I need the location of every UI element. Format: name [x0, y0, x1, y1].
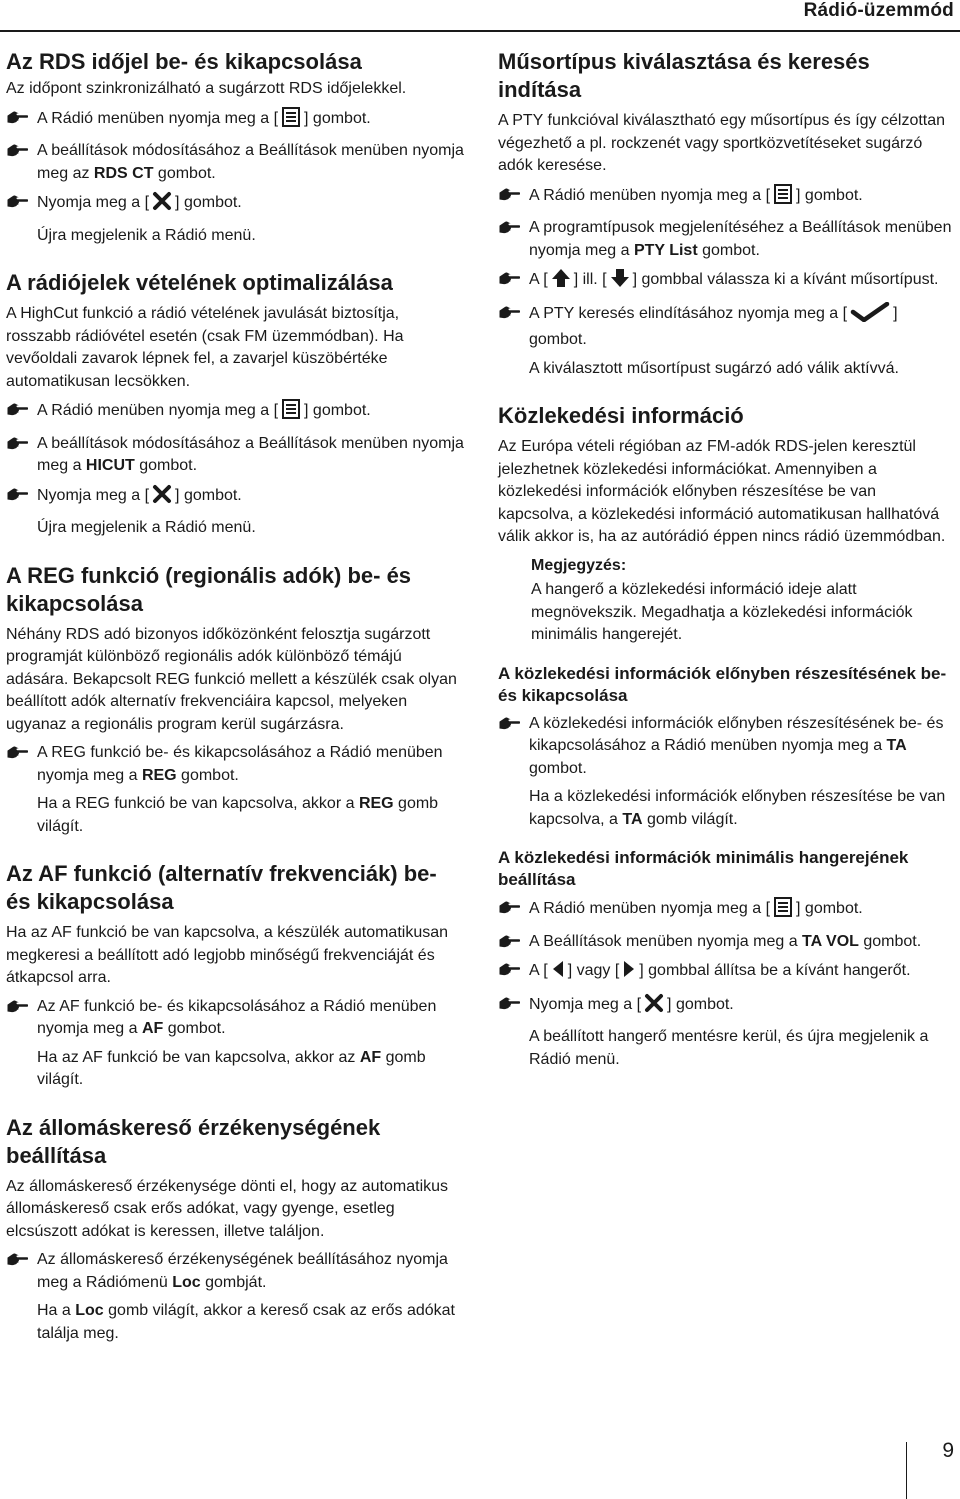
step-text: ] vagy [	[567, 962, 620, 979]
result-text: Ha az AF funkció be van kapcsolva, akkor az	[37, 1048, 360, 1066]
step-text: A Rádió menüben nyomja meg a [	[529, 900, 771, 917]
step-result	[529, 786, 956, 831]
result-text: Ha a	[37, 1302, 76, 1319]
traffic-info-title: Közlekedési információ	[498, 403, 744, 428]
af-paragraph: Ha az AF funkció be van kapcsolva, a készülék automatikusan megkeresi a beállított adó legjobb minőségű frekvenciáját és átkapcsol arra.	[6, 924, 449, 986]
ta-button-label: TA	[886, 737, 907, 754]
step-text: A Beállítások menüben nyomja meg a	[529, 932, 803, 950]
pointing-hand-icon	[498, 268, 529, 290]
paragraph-text: A HighCut funkció a rádió vételének javulását biztosítja, rosszabb rádióvétel esetén (csak FM üzemmódban).	[6, 305, 400, 345]
arrow-down-icon	[610, 268, 630, 296]
pointing-hand-icon	[6, 140, 37, 162]
menu-icon	[281, 107, 301, 135]
highcut-title: A rádiójelek vételének optimalizálása	[6, 270, 393, 295]
pointing-hand-icon	[6, 433, 37, 455]
pointing-hand-icon	[498, 959, 529, 981]
step-text: A közlekedési információk előnyben részesítésének be- és kikapcsolásához a Rádió menüben nyomja meg a	[529, 714, 944, 754]
step-text: ] gombot.	[796, 186, 863, 204]
step-result	[37, 1300, 464, 1345]
step-result	[37, 1047, 464, 1092]
rds-ct-intro: Az időpont szinkronizálható a sugárzott RDS időjelekkel.	[6, 80, 407, 97]
step	[6, 399, 464, 427]
step-text: A REG funkció be- és kikapcsolásához a Rádió menüben nyomja meg a	[37, 744, 443, 784]
step	[498, 268, 956, 296]
step-text: gombját.	[200, 1273, 267, 1291]
step	[498, 993, 956, 1021]
pty-list-button-label: PTY List	[633, 241, 698, 259]
pointing-hand-icon	[498, 302, 529, 324]
pointing-hand-icon	[498, 897, 529, 919]
step-text: gombot.	[529, 759, 587, 777]
step-result: A beállított hangerő mentésre kerül, és újra megjelenik a Rádió menü.	[529, 1028, 929, 1068]
result-text: gomb világít.	[642, 810, 738, 828]
af-button-label: AF	[141, 1020, 164, 1037]
pointing-hand-icon	[498, 713, 529, 735]
step-text: Nyomja meg a [	[37, 194, 150, 211]
pty-title: Műsortípus kiválasztása és keresés indítása	[498, 49, 870, 102]
step-text: gombot.	[134, 457, 198, 474]
result-text: Ha a közlekedési információk előnyben részesítése be van kapcsolva, a	[529, 788, 946, 828]
menu-icon	[281, 399, 301, 427]
menu-icon	[773, 897, 793, 925]
close-icon	[644, 993, 664, 1021]
step-text: ] gombbal válassza ki a kívánt műsortípust.	[632, 271, 939, 288]
step	[498, 302, 956, 352]
close-icon	[152, 191, 172, 219]
pointing-hand-icon	[6, 399, 37, 421]
rds-ct-title: Az RDS időjel be- és kikapcsolása	[6, 49, 362, 74]
step-text: A Rádió menüben nyomja meg a [	[37, 402, 279, 419]
result-text: gomb világít.	[37, 795, 439, 835]
menu-icon	[773, 184, 793, 212]
pointing-hand-icon	[6, 107, 37, 129]
step-text: gombot.	[176, 766, 239, 784]
reg-button-label: REG	[141, 766, 177, 784]
result-text: Ha a REG funkció be van kapcsolva, akkor a	[37, 795, 359, 812]
traffic-info-paragraph: Az Európa vételi régióban az FM-adók RDS-jelen keresztül jelezhetnek közlekedési információkat. Amennyiben a közlekedési információk előnyben részesítése be van kapcsolva, a közlekedési információ automatikusan hallhatóvá válik akkor is, ha az autórádió éppen nincs rádió üzemmódban.	[498, 438, 946, 545]
highcut-paragraph	[6, 303, 464, 393]
af-button-label: AF	[359, 1048, 382, 1066]
step	[6, 742, 464, 787]
left-column	[6, 48, 464, 1345]
right-column	[498, 48, 956, 1071]
pointing-hand-icon	[6, 1249, 37, 1271]
step-result: A kiválasztott műsortípust sugárzó adó válik aktívvá.	[529, 359, 899, 377]
close-icon	[152, 484, 172, 512]
pointing-hand-icon	[6, 996, 37, 1018]
page-number-rule	[906, 1442, 907, 1499]
ta-title: A közlekedési információk előnyben részesítésének be- és kikapcsolása	[498, 663, 947, 705]
step	[498, 931, 956, 954]
checkmark-icon	[850, 302, 890, 330]
step-text: Az állomáskereső érzékenységének beállításához nyomja meg a Rádiómenü	[37, 1251, 448, 1291]
pointing-hand-icon	[6, 484, 37, 506]
page-number: 9	[942, 1439, 954, 1462]
note-box	[531, 555, 956, 647]
loc-paragraph: Az állomáskereső érzékenysége dönti el, hogy az automatikus állomáskereső csak erős adókat, vagy gyenge, esetleg elcsúszott adókat is keressen, illetve találjon.	[6, 1177, 449, 1240]
step	[6, 191, 464, 219]
step	[498, 959, 956, 987]
step-text: Az AF funkció be- és kikapcsolásához a Rádió menüben nyomja meg a	[37, 997, 437, 1037]
running-head: Rádió-üzemmód	[803, 0, 954, 21]
header-rule	[0, 30, 960, 32]
note-title: Megjegyzés:	[531, 556, 627, 574]
step-text: ] gombot.	[529, 304, 898, 348]
step-text: A Rádió menüben nyomja meg a [	[37, 109, 279, 127]
step-text: ] gombot.	[175, 486, 242, 504]
step-text: A Rádió menüben nyomja meg a [	[529, 186, 771, 204]
step-text: ] ill. [	[573, 271, 607, 288]
step-text: Nyomja meg a [	[529, 995, 642, 1013]
step-text: ] gombot.	[667, 995, 734, 1013]
pointing-hand-icon	[498, 931, 529, 953]
pointing-hand-icon	[6, 742, 37, 764]
step-text: A [	[529, 962, 548, 979]
pointing-hand-icon	[498, 993, 529, 1015]
step	[498, 897, 956, 925]
step-text: ] gombot.	[175, 194, 242, 211]
hicut-button-label: HICUT	[85, 457, 135, 474]
step	[6, 433, 464, 478]
step-text: ] gombot.	[304, 402, 371, 419]
loc-button-label: Loc	[75, 1302, 104, 1319]
step-text: gombot.	[697, 241, 760, 259]
step	[498, 184, 956, 212]
loc-title: Az állomáskereső érzékenységének beállítása	[6, 1114, 381, 1168]
step	[498, 713, 956, 781]
step-text: A [	[529, 271, 548, 288]
arrow-up-icon	[551, 268, 571, 296]
pty-paragraph: A PTY funkcióval kiválasztható egy műsortípus és így célzottan végezhető a pl. rockzenét vagy sportközvetítéseket sugárzó adók keresése.	[498, 112, 946, 174]
step-text: A PTY keresés elindításához nyomja meg a [	[529, 304, 848, 322]
reg-button-label: REG	[358, 795, 394, 812]
result-text: gomb világít.	[37, 1048, 426, 1088]
pointing-hand-icon	[6, 191, 37, 213]
step-text: ] gombot.	[796, 900, 863, 917]
loc-button-label: Loc	[172, 1273, 201, 1291]
step-result	[37, 793, 464, 838]
step-text: A beállítások módosításához a Beállítások menüben nyomja meg a	[37, 434, 464, 474]
step-text: A beállítások módosításához a Beállítások menüben nyomja meg az	[37, 142, 464, 182]
paragraph-text: Ha vevőoldali zavarok lépnek fel, a zavarjel küszöbértéke automatikusan lecsökken.	[6, 327, 404, 390]
step-result: Újra megjelenik a Rádió menü.	[37, 226, 256, 244]
pointing-hand-icon	[498, 217, 529, 239]
pointing-hand-icon	[498, 184, 529, 206]
triangle-left-icon	[551, 959, 565, 987]
step	[6, 140, 464, 185]
ta-vol-button-label: TA VOL	[802, 932, 859, 950]
ta-button-label: TA	[622, 810, 643, 828]
step-result: Újra megjelenik a Rádió menü.	[37, 519, 256, 536]
step-text: ] gombot.	[304, 109, 371, 127]
triangle-right-icon	[622, 959, 636, 987]
reg-paragraph: Néhány RDS adó bizonyos időközönként felosztja sugárzott programját különböző regionális adók különböző témájú adására. Bekapcsolt REG funkció mellett a készülék csak olyan beállított adók alternatív frekvenciáira kapcsol, melyeken ugyanaz a regionális program kerül sugárzásra.	[6, 625, 457, 733]
note-text: A hangerő a közlekedési információ ideje alatt megnövekszik. Megadhatja a közlekedési információk minimális hangerejét.	[531, 581, 913, 643]
step-text: A programtípusok megjelenítéséhez a Beállítások menüben nyomja meg a	[529, 219, 952, 259]
af-title: Az AF funkció (alternatív frekvenciák) be- és kikapcsolása	[6, 861, 437, 914]
step	[6, 996, 464, 1041]
step-text: gombot.	[858, 932, 922, 950]
result-text: gomb világít, akkor a kereső csak az erős adókat találja meg.	[37, 1302, 455, 1342]
ta-vol-title: A közlekedési információk minimális hangerejének beállítása	[498, 848, 909, 889]
step	[6, 484, 464, 512]
step-text: gombot.	[153, 164, 216, 182]
reg-title: A REG funkció (regionális adók) be- és kikapcsolása	[6, 562, 412, 616]
step	[6, 107, 464, 135]
step-text: ] gombbal állítsa be a kívánt hangerőt.	[639, 962, 911, 979]
step	[498, 217, 956, 262]
step-text: Nyomja meg a [	[37, 486, 150, 504]
step-text: gombot.	[163, 1020, 226, 1037]
step	[6, 1249, 464, 1294]
rds-ct-button-label: RDS CT	[93, 164, 154, 182]
